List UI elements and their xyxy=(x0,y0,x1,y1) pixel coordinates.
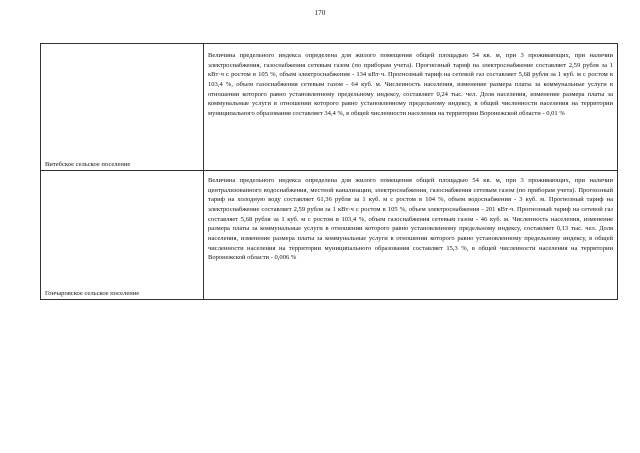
settlement-index-table xyxy=(40,43,618,300)
table-row xyxy=(41,171,618,300)
table-row xyxy=(41,44,618,171)
settlement-name-cell: Витебское сельское поселение xyxy=(41,44,204,171)
page-number: 170 xyxy=(314,9,326,17)
index-description-cell: Величина предельного индекса определена для жилого помещения общей площадью 54 кв. м, при 3 проживающих, при наличии централизованного водоснабжения, местной канализации, электроснабжения, газоснабжения сетевым газом (по приборам учета). Прогнозный тариф на холодную воду составляет 61,36 рубля за 1 куб. м с ростом в 104 %, объем водоснабжения - 3 куб. м. Прогнозный тариф на электроснабжение составляет 2,59 рубля за 1 кВт·ч с ростом в 105 %, объем электроснабжения - 201 кВт·ч. Прогнозный тариф на сетевой газ составляет 5,68 рубля за 1 куб. м с ростом в 103,4 %, объем газоснабжения сетевым газом - 46 куб. м. Численность населения, изменение размера платы за коммунальные услуги в отношении которого равно установленному предельному индексу, составляет 0,13 тыс. чел. Доля населения, изменение размера платы за коммунальные услуги в отношении которого равно установленному предельному индексу, в общей численности населения на территории муниципального образования составляет 15,3 %, в общей численности населения на территории Воронежской области - 0,006 % xyxy=(204,171,618,300)
index-description-cell: Величина предельного индекса определена для жилого помещения общей площадью 54 кв. м, при 3 проживающих, при наличии электроснабжения, газоснабжения сетевым газом (по приборам учета). Прогнозный тариф на электроснабжение составляет 2,59 рубля за 1 кВт·ч с ростом в 105 %, объем электроснабжения - 134 кВт·ч. Прогнозный тариф на сетевой газ составляет 5,68 рубля за 1 куб. м с ростом в 103,4 %, объем газоснабжения сетевым газом - 64 куб. м. Численность населения, изменение размера платы за коммунальные услуги в отношении которого равно установленному предельному индексу, составляет 0,24 тыс. чел. Доля населения, изменение размера платы за коммунальные услуги в отношении которого равно установленному предельному индексу, в общей численности населения на территории муниципального образования составляет 34,4 %, в общей численности населения на территории Воронежской области - 0,01 % xyxy=(204,44,618,171)
settlement-name-cell: Гончаровское сельское поселение xyxy=(41,171,204,300)
